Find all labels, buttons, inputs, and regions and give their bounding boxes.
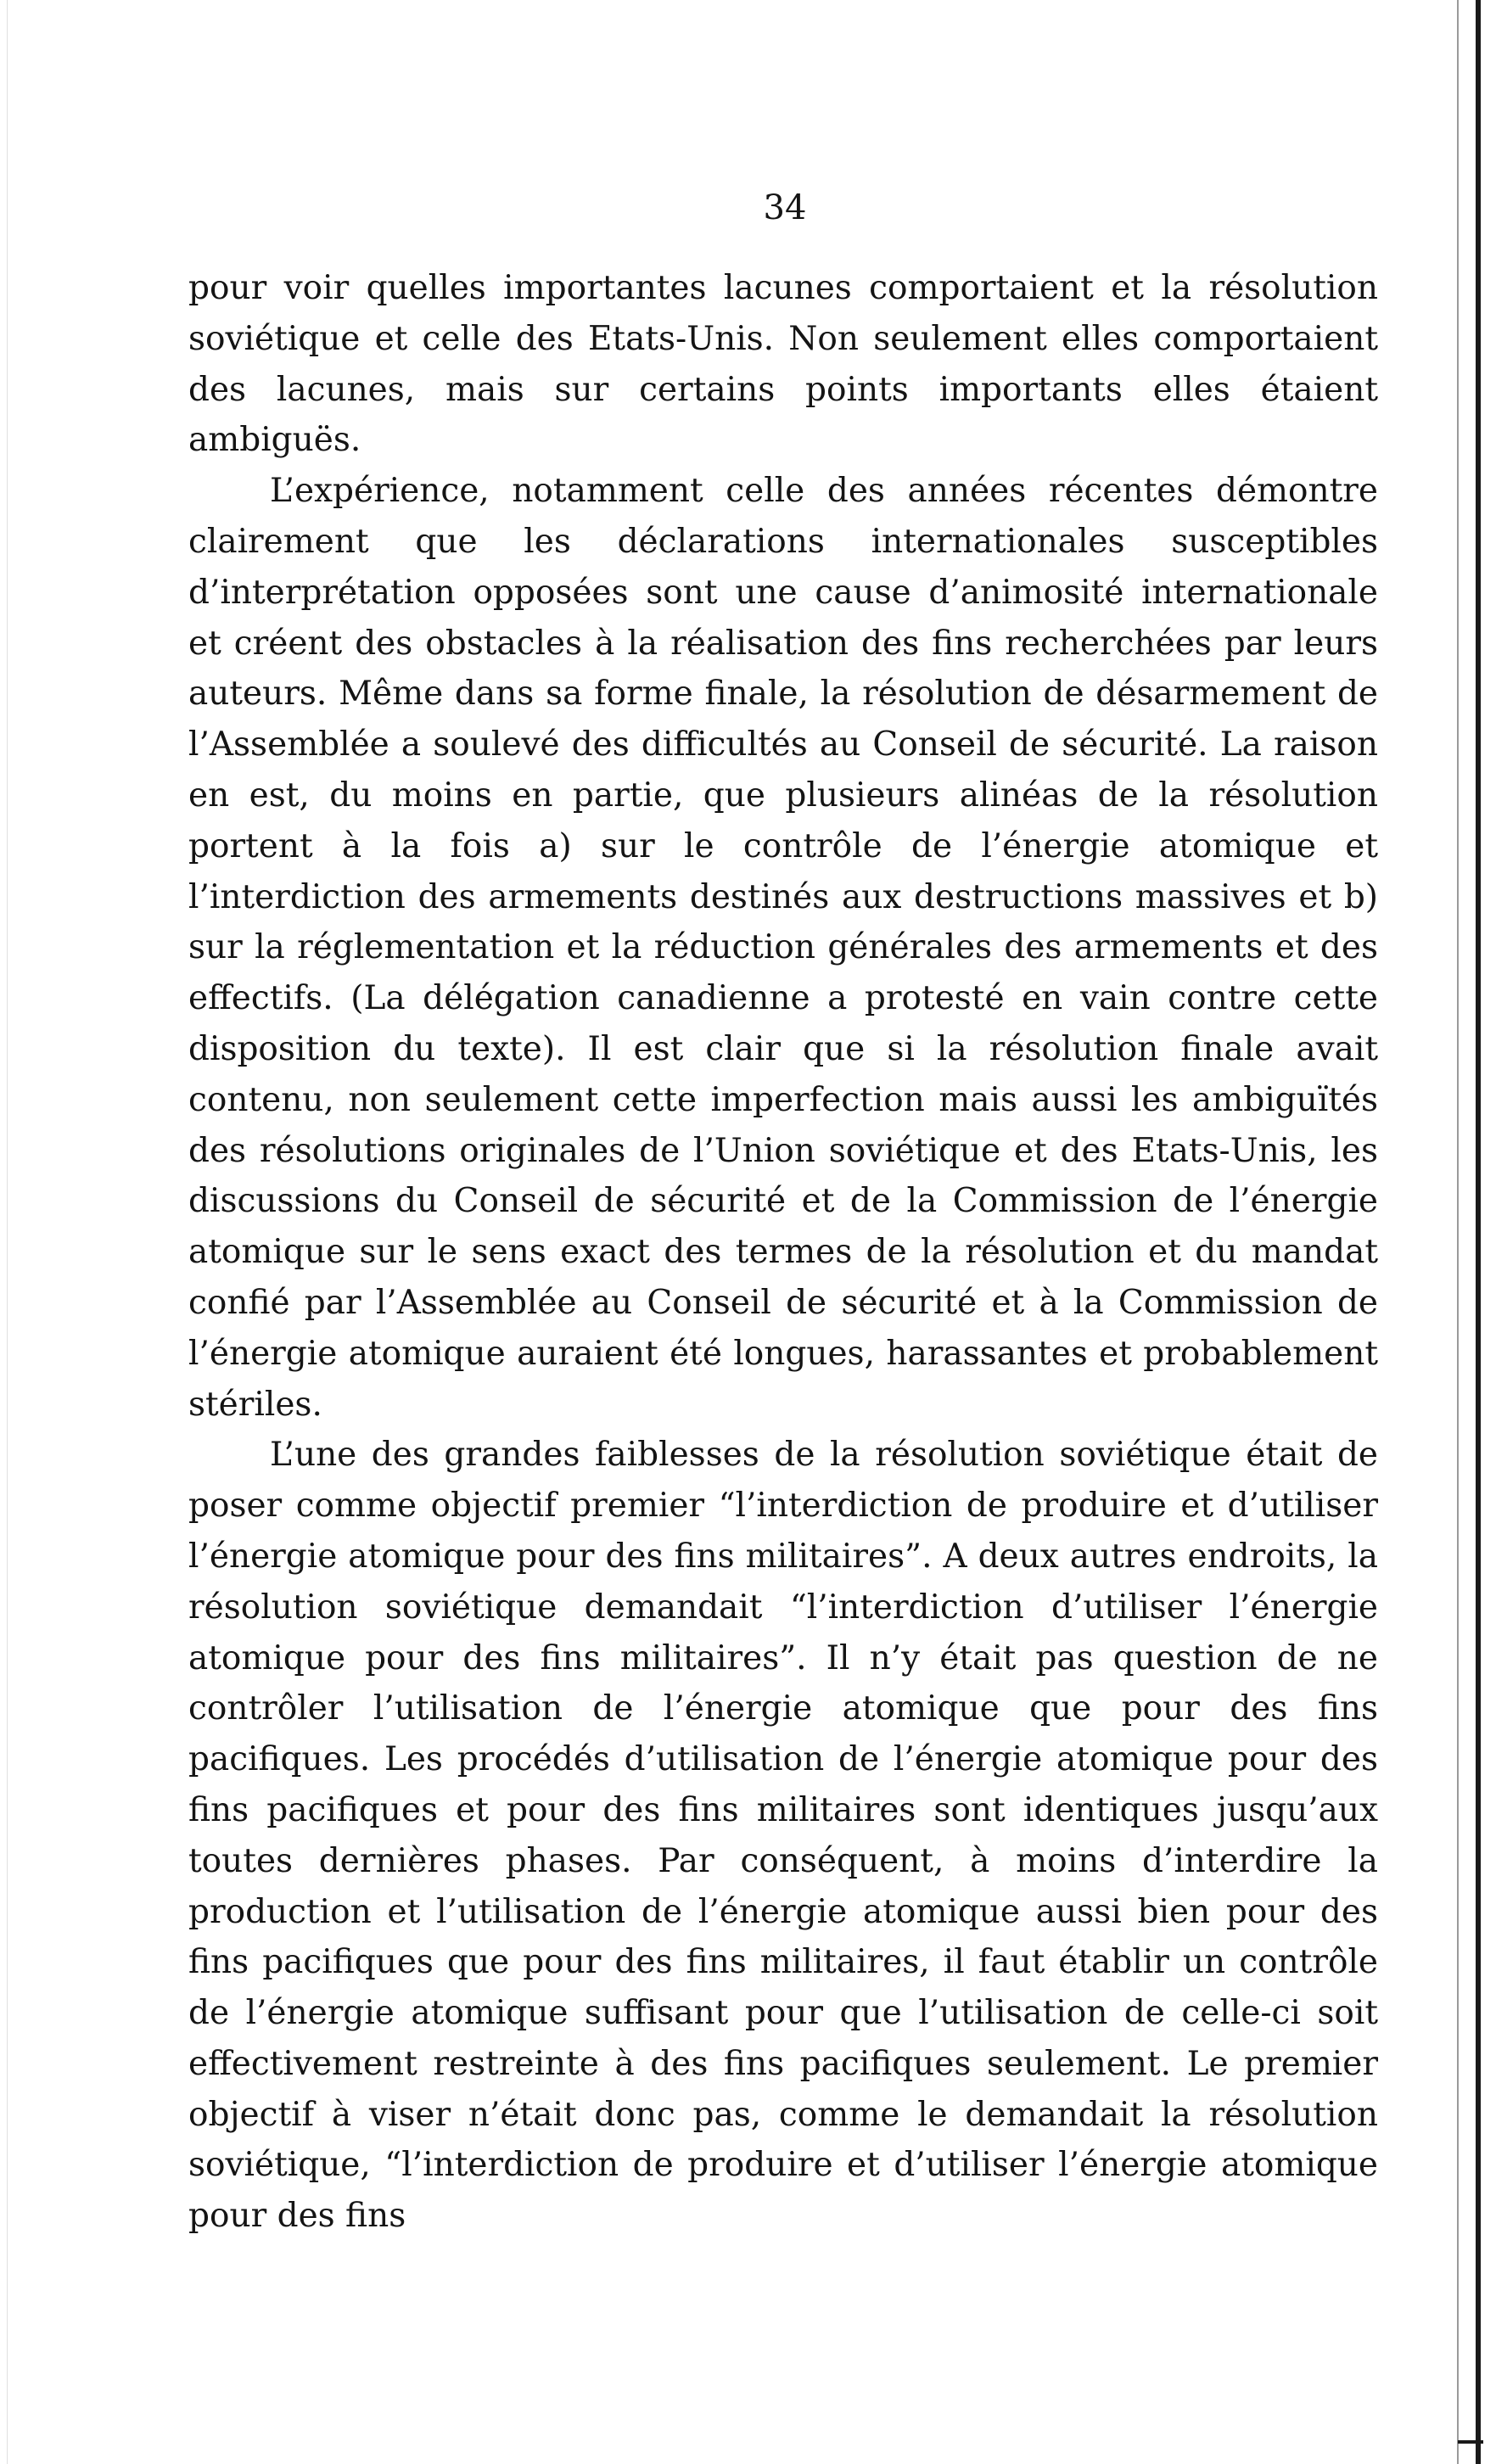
paragraph-2: L’expérience, notamment celle des années récentes démontre clairement que les déclarations internationales susceptibles d’interprétation opposées sont une cause d’animosité internationale et créent des obstacles à la réalisation des fins recherchées par leurs auteurs. Même dans sa forme finale, la résolution de désarmement de l’Assemblée a soulevé des difficultés au Conseil de sécurité. La raison en est, du moins en partie, que plusieurs alinéas de la résolution portent à la fois a) sur le contrôle de l’énergie atomique et l’interdiction des armements destinés aux destructions massives et b) sur la réglementation et la réduction générales des armements et des effectifs. (La délégation canadienne a protesté en vain contre cette disposition du texte). Il est clair que si la résolution finale avait contenu, non seulement cette imperfection mais aussi les ambiguïtés des résolutions originales de l’Union soviétique et des Etats-Unis, les discussions du Conseil de sécurité et de la Commission de l’énergie atomique sur le sens exact des termes de la résolution et du mandat confié par l’Assemblée au Conseil de sécurité et à la Commission de l’énergie atomique auraient été longues, harassantes et probablement stériles. (188, 472, 1378, 1424)
scan-right-edge (1476, 0, 1481, 2464)
page-number: 34 (763, 188, 807, 227)
scan-right-edge-inner (1457, 0, 1459, 2464)
paragraph-1: pour voir quelles importantes lacunes comportaient et la résolution soviétique et celle des Etats-Unis. Non seulement elles comportaient des lacunes, mais sur certains points importants elles étaient ambiguës. (188, 269, 1378, 460)
scan-left-edge (7, 0, 8, 2464)
paragraph-3: L’une des grandes faiblesses de la résolution soviétique était de poser comme objectif premier “l’interdiction de produire et d’utiliser l’énergie atomique pour des fins militaires”. A deux autres endroits, la résolution soviétique demandait “l’interdiction d’utiliser l’énergie atomique pour des fins militaires”. Il n’y était pas question de ne contrôler l’utilisation de l’énergie atomique que pour des fins pacifiques. Les procédés d’utilisation de l’énergie atomique pour des fins pacifiques et pour des fins militaires sont identiques jusqu’aux toutes dernières phases. Par conséquent, à moins d’interdire la production et l’utilisation de l’énergie atomique aussi bien pour des fins pacifiques que pour des fins militaires, il faut établir un contrôle de l’énergie atomique suffisant pour que l’utilisation de celle-ci soit effectivement restreinte à des fins pacifiques seulement. Le premier objectif à viser n’était donc pas, comme le demandait la résolution soviétique, “l’interdiction de produire et d’utiliser l’énergie atomique pour des fins (188, 1436, 1378, 2236)
body-text (188, 263, 1378, 2242)
scan-bottom-mark (1458, 2440, 1483, 2444)
